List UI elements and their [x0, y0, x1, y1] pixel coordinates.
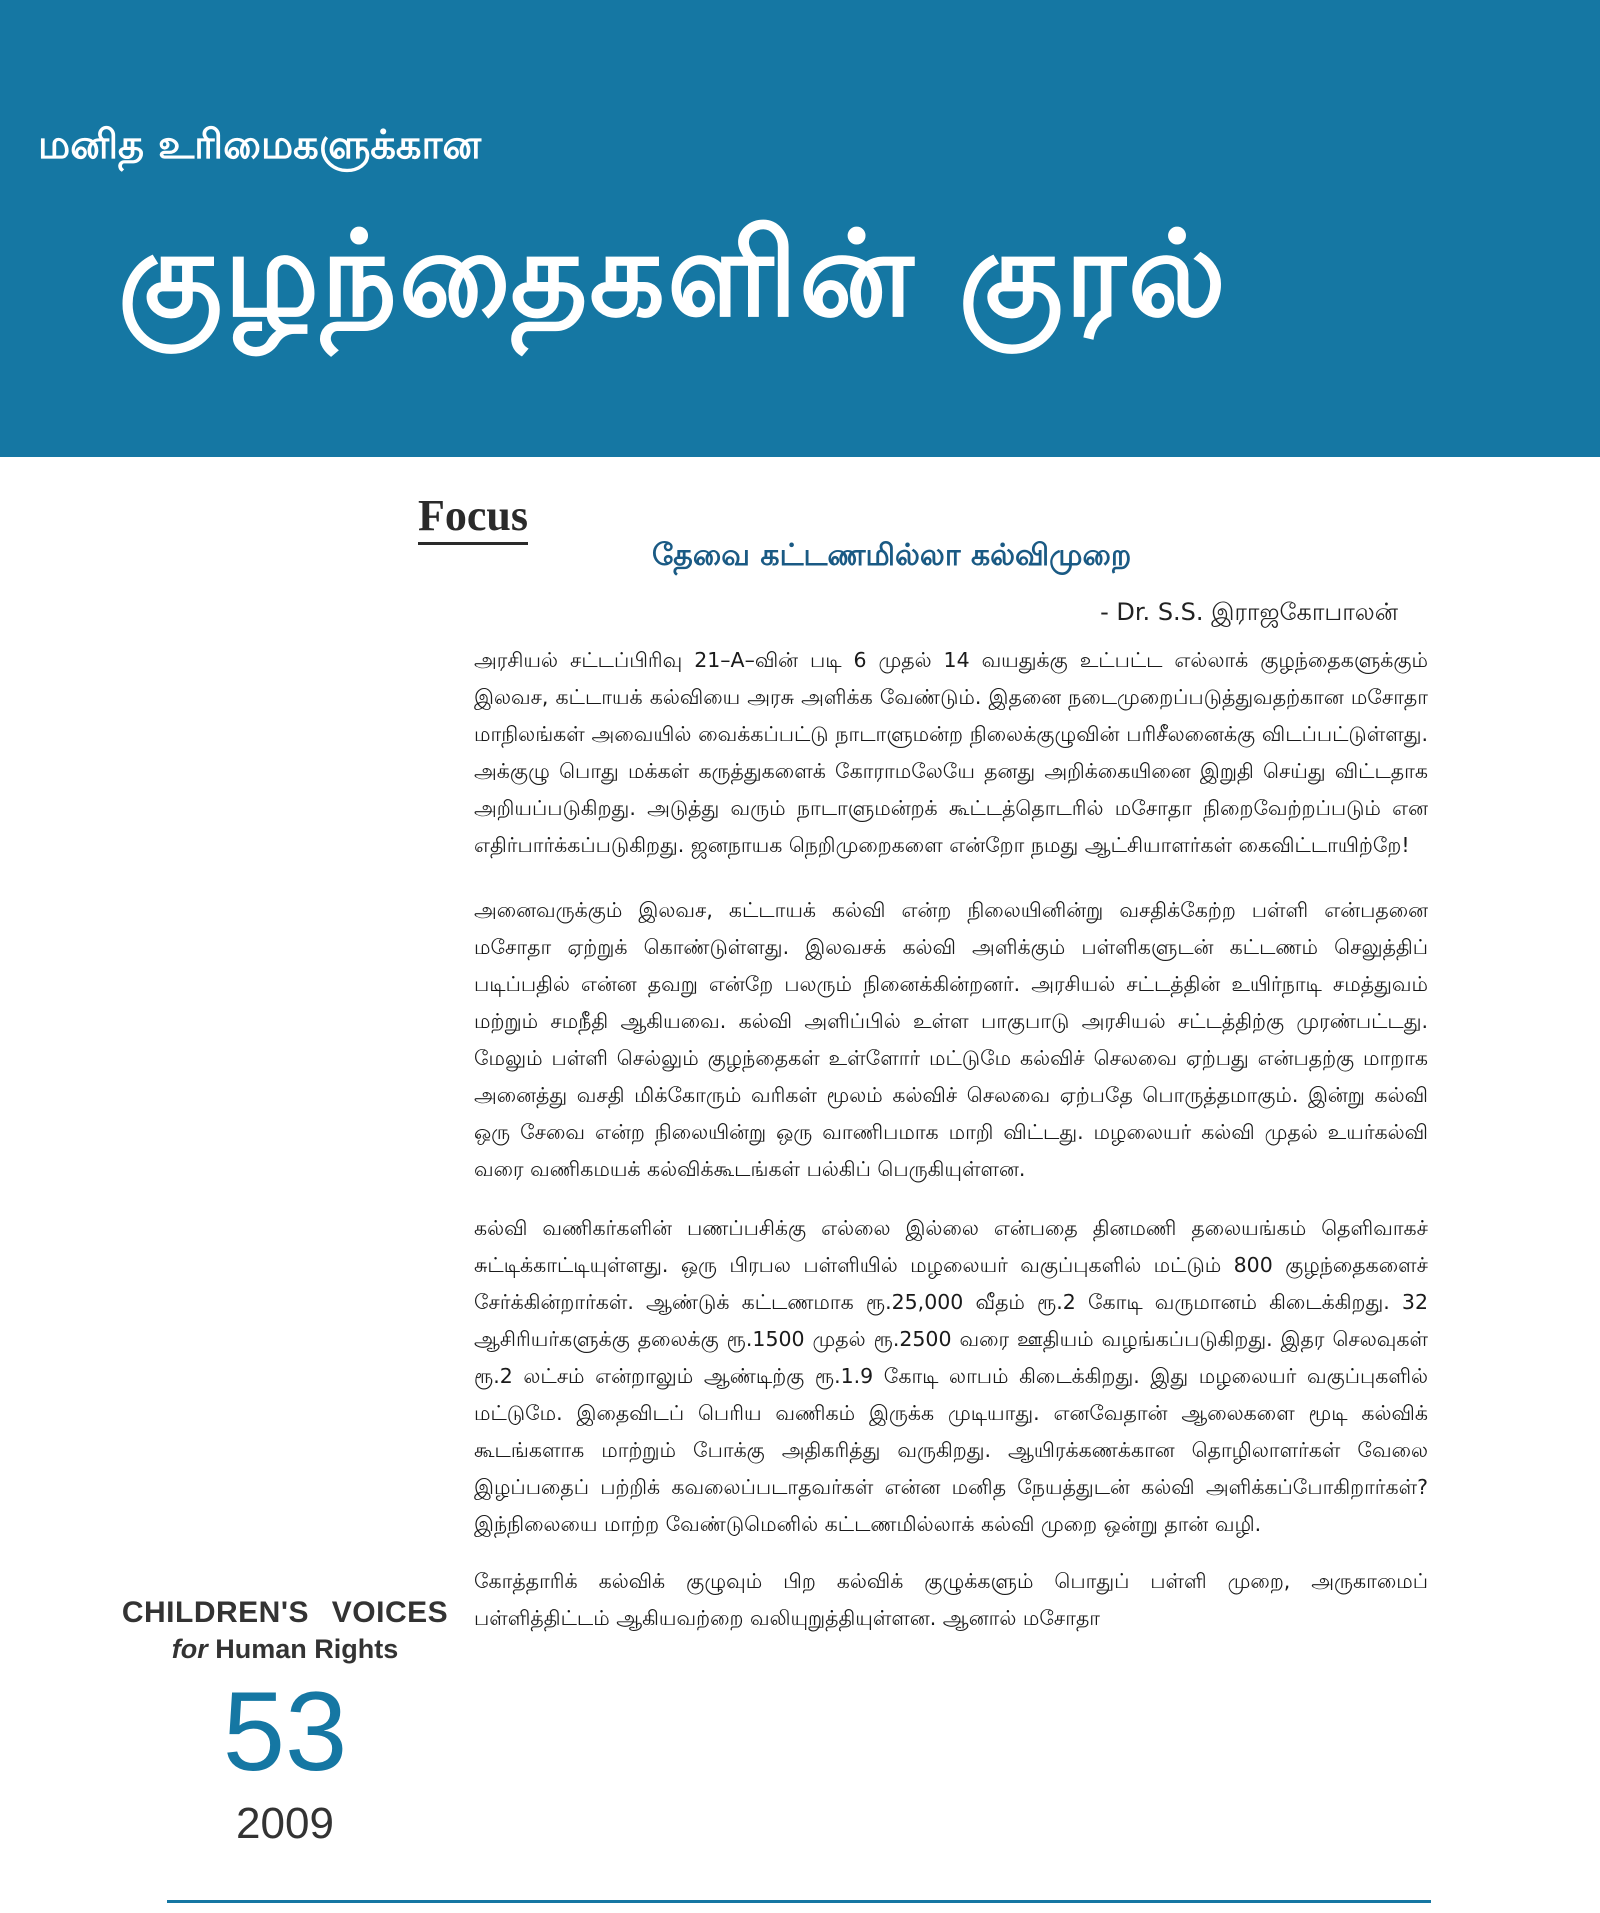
- article-author: - Dr. S.S. இராஜகோபாலன்: [1100, 598, 1398, 626]
- header-banner: [0, 0, 1600, 457]
- article-paragraph: அனைவருக்கும் இலவச, கட்டாயக் கல்வி என்ற நிலையினின்று வசதிக்கேற்ற பள்ளி என்பதனை மசோதா ஏற்றுக் கொண்டுள்ளது. இலவசக் கல்வி அளிக்கும் பள்ளிகளுடன் கட்டணம் செலுத்திப் படிப்பதில் என்ன தவறு என்றே பலரும் நினைக்கின்றனர். அரசியல் சட்டத்தின் உயிர்நாடி சமத்துவம் மற்றும் சமநீதி ஆகியவை. கல்வி அளிப்பில் உள்ள பாகுபாடு அரசியல் சட்டத்திற்கு முரண்பட்டது. மேலும் பள்ளி செல்லும் குழந்தைகள் உள்ளோர் மட்டுமே கல்விச் செலவை ஏற்பது என்பதற்கு மாறாக அனைத்து வசதி மிக்கோரும் வரிகள் மூலம் கல்விச் செலவை ஏற்பதே பொருத்தமாகும். இன்று கல்வி ஒரு சேவை என்ற நிலையின்று ஒரு வாணிபமாக மாறி விட்டது. மழலையர் கல்வி முதல் உயர்கல்வி வரை வணிகமயக் கல்விக்கூடங்கள் பல்கிப் பெருகியுள்ளன.: [474, 898, 1428, 1181]
- article-paragraph: அரசியல் சட்டப்பிரிவு 21–A–வின் படி 6 முதல் 14 வயதுக்கு உட்பட்ட எல்லாக் குழந்தைகளுக்கும் இலவச, கட்டாயக் கல்வியை அரசு அளிக்க வேண்டும். இதனை நடைமுறைப்படுத்துவதற்கான மசோதா மாநிலங்கள் அவையில் வைக்கப்பட்டு நாடாளுமன்ற நிலைக்குழுவின் பரிசீலனைக்கு விடப்பட்டுள்ளது. அக்குழு பொது மக்கள் கருத்துகளைக் கோராமலேயே தனது அறிக்கையினை இறுதி செய்து விட்டதாக அறியப்படுகிறது. அடுத்து வரும் நாடாளுமன்றக் கூட்டத்தொடரில் மசோதா நிறைவேற்றப்படும் என எதிர்பார்க்கப்படுகிறது. ஜனநாயக நெறிமுறைகளை என்றோ நமது ஆட்சியாளர்கள் கைவிட்டாயிற்றே!: [474, 648, 1428, 857]
- section-label: Focus: [418, 492, 528, 545]
- article-paragraph: கல்வி வணிகர்களின் பணப்பசிக்கு எல்லை இல்லை என்பதை தினமணி தலையங்கம் தெளிவாகச் சுட்டிக்காட்டியுள்ளது. ஒரு பிரபல பள்ளியில் மழலையர் வகுப்புகளில் மட்டும் 800 குழந்தைகளைச் சேர்க்கின்றார்கள். ஆண்டுக் கட்டணமாக ரூ.25,000 வீதம் ரூ.2 கோடி வருமானம் கிடைக்கிறது. 32 ஆசிரியர்களுக்கு தலைக்கு ரூ.1500 முதல் ரூ.2500 வரை ஊதியம் வழங்கப்படுகிறது. இதர செலவுகள் ரூ.2 லட்சம் என்றாலும் ஆண்டிற்கு ரூ.1.9 கோடி லாபம் கிடைக்கிறது. இது மழலையர் வகுப்புகளில் மட்டுமே. இதைவிடப் பெரிய வணிகம் இருக்க முடியாது. எனவேதான் ஆலைகளை மூடி கல்விக் கூடங்களாக மாற்றும் போக்கு அதிகரித்து வருகிறது. ஆயிரக்கணக்கான தொழிலாளர்கள் வேலை இழப்பதைப் பற்றிக் கவலைப்படாதவர்கள் என்ன மனித நேயத்துடன் கல்வி அளிக்கப்போகிறார்கள்? இந்நிலையை மாற்ற வேண்டுமெனில் கட்டணமில்லாக் கல்வி முறை ஒன்று தான் வழி.: [474, 1216, 1428, 1536]
- issue-sidebar: [100, 1596, 470, 1849]
- magazine-subtitle-rest: Human Rights: [215, 1634, 399, 1664]
- article-paragraph: கோத்தாரிக் கல்விக் குழுவும் பிற கல்விக் குழுக்களும் பொதுப் பள்ளி முறை, அருகாமைப் பள்ளித்திட்டம் ஆகியவற்றை வலியுறுத்தியுள்ளன. ஆனால் மசோதா: [474, 1569, 1428, 1630]
- banner-subtitle: மனித உரிமைகளுக்கான: [38, 122, 482, 168]
- magazine-subtitle: [100, 1634, 470, 1665]
- magazine-subtitle-for: for: [171, 1634, 208, 1664]
- magazine-name: CHILDREN'S VOICES: [121, 1596, 449, 1629]
- article-body: [474, 642, 1428, 1637]
- issue-year: 2009: [236, 1799, 334, 1848]
- footer-divider: [167, 1900, 1431, 1903]
- banner-title: குழந்தைகளின் குரல்: [118, 205, 1228, 343]
- issue-number: 53: [222, 1669, 348, 1794]
- article-title: தேவை கட்டணமில்லா கல்விமுறை: [652, 538, 1132, 573]
